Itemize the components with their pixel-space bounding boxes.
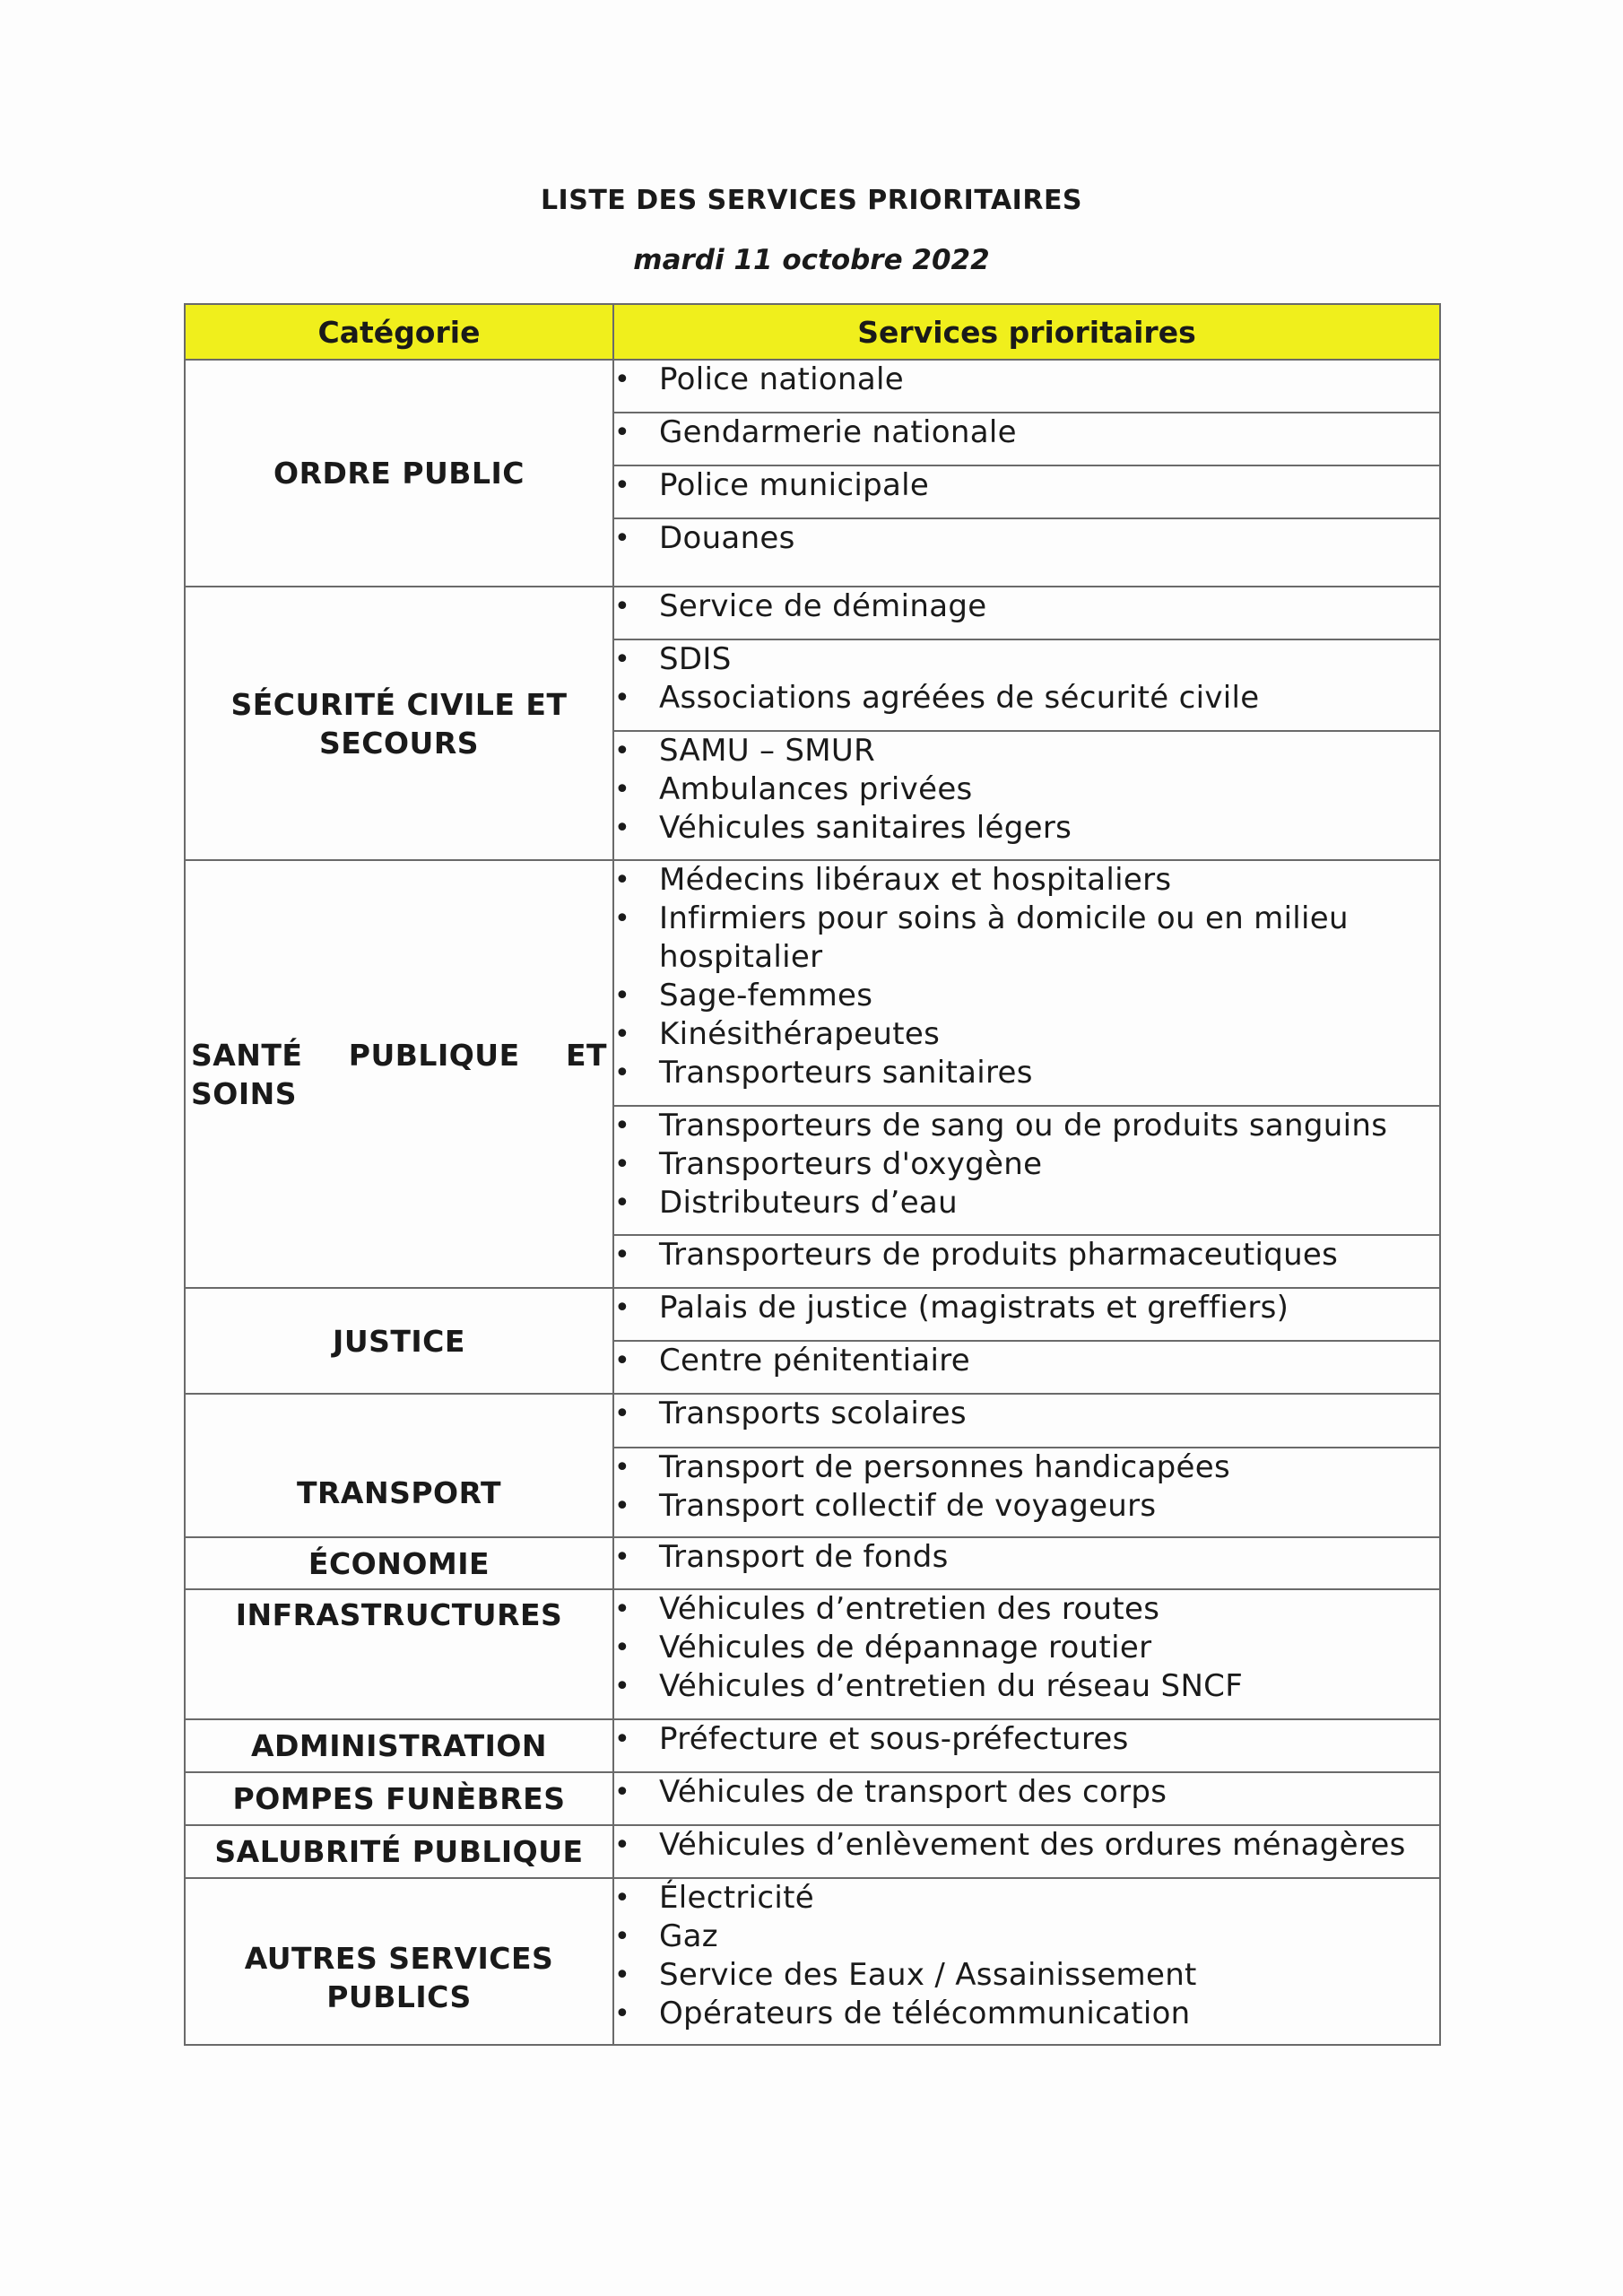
service-item: • Véhicules d’entretien du réseau SNCF xyxy=(614,1667,1439,1706)
category-cell: POMPES FUNÈBRES xyxy=(185,1772,613,1825)
category-cell: JUSTICE xyxy=(185,1288,613,1394)
category-cell: ADMINISTRATION xyxy=(185,1719,613,1772)
service-item: • Transporteurs sanitaires xyxy=(614,1054,1439,1092)
services-cell xyxy=(613,1341,1440,1394)
services-cell xyxy=(613,1719,1440,1772)
service-item: • Transport de fonds xyxy=(614,1538,1439,1577)
category-cell: SALUBRITÉ PUBLIQUE xyxy=(185,1825,613,1878)
service-item: • Transporteurs d'oxygène xyxy=(614,1145,1439,1184)
services-cell xyxy=(613,360,1440,413)
services-cell xyxy=(613,731,1440,860)
service-item: • Opérateurs de télécommunication xyxy=(614,1995,1439,2033)
table-row xyxy=(185,587,1440,639)
table-row xyxy=(185,1288,1440,1341)
service-item: • Ambulances privées xyxy=(614,770,1439,809)
category-label-line: SÉCURITÉ CIVILE ET xyxy=(230,686,568,722)
category-cell xyxy=(185,860,613,1288)
services-cell xyxy=(613,518,1440,587)
services-cell xyxy=(613,1394,1440,1448)
service-item: • SDIS xyxy=(614,640,1439,679)
service-item: • Service de déminage xyxy=(614,587,1439,626)
service-item: • SAMU – SMUR xyxy=(614,732,1439,770)
service-item: • Électricité xyxy=(614,1879,1439,1918)
service-item: • Gendarmerie nationale xyxy=(614,413,1439,452)
services-cell xyxy=(613,1448,1440,1537)
services-cell xyxy=(613,465,1440,518)
service-item: • Véhicules de transport des corps xyxy=(614,1773,1439,1812)
category-cell: ORDRE PUBLIC xyxy=(185,360,613,587)
service-item: • Infirmiers pour soins à domicile ou en milieu hospitalier xyxy=(614,900,1439,977)
service-item: • Médecins libéraux et hospitaliers xyxy=(614,861,1439,900)
service-item: • Transports scolaires xyxy=(614,1395,1439,1433)
service-item: • Transport de personnes handicapées xyxy=(614,1448,1439,1487)
services-cell xyxy=(613,1878,1440,2045)
service-item: • Police nationale xyxy=(614,361,1439,399)
service-item: • Palais de justice (magistrats et greffiers) xyxy=(614,1289,1439,1327)
service-item: • Gaz xyxy=(614,1918,1439,1956)
table-row xyxy=(185,1772,1440,1825)
table-row xyxy=(185,860,1440,1106)
service-item: • Transporteurs de sang ou de produits sanguins xyxy=(614,1107,1439,1145)
services-cell xyxy=(613,1235,1440,1288)
priority-services-table xyxy=(184,303,1441,2046)
services-cell xyxy=(613,1537,1440,1589)
services-cell xyxy=(613,1106,1440,1235)
service-item: • Véhicules d’entretien des routes xyxy=(614,1590,1439,1629)
service-item: • Préfecture et sous-préfectures xyxy=(614,1720,1439,1759)
service-item: • Police municipale xyxy=(614,466,1439,505)
service-item: • Sage-femmes xyxy=(614,977,1439,1015)
services-cell xyxy=(613,639,1440,731)
service-item: • Transport collectif de voyageurs xyxy=(614,1487,1439,1526)
category-label-line: AUTRES SERVICES xyxy=(244,1941,554,1976)
service-item: • Centre pénitentiaire xyxy=(614,1342,1439,1380)
table-header-row xyxy=(185,304,1440,360)
table-row xyxy=(185,1825,1440,1878)
service-item: • Véhicules d’enlèvement des ordures ménagères xyxy=(614,1826,1439,1865)
table-row xyxy=(185,360,1440,413)
services-cell xyxy=(613,413,1440,465)
table-row xyxy=(185,1878,1440,2045)
category-cell: ÉCONOMIE xyxy=(185,1537,613,1589)
category-cell xyxy=(185,587,613,860)
category-label-line: PUBLICS xyxy=(326,1979,472,2014)
services-cell xyxy=(613,860,1440,1106)
service-item: • Distributeurs d’eau xyxy=(614,1184,1439,1222)
service-item: • Associations agréées de sécurité civile xyxy=(614,679,1439,718)
service-item: • Kinésithérapeutes xyxy=(614,1015,1439,1054)
document-date: mardi 11 octobre 2022 xyxy=(633,244,990,276)
services-cell xyxy=(613,1825,1440,1878)
category-label-line: SECOURS xyxy=(318,725,480,761)
category-cell: TRANSPORT xyxy=(185,1394,613,1537)
category-cell xyxy=(185,1878,613,2045)
service-item: • Service des Eaux / Assainissement xyxy=(614,1956,1439,1995)
service-item: • Véhicules de dépannage routier xyxy=(614,1629,1439,1667)
column-header-category: Catégorie xyxy=(185,304,613,360)
services-cell xyxy=(613,587,1440,639)
service-item: • Véhicules sanitaires légers xyxy=(614,809,1439,848)
service-item: • Douanes xyxy=(614,519,1439,558)
services-cell xyxy=(613,1772,1440,1825)
document-title: LISTE DES SERVICES PRIORITAIRES xyxy=(540,185,1083,216)
table-row xyxy=(185,1537,1440,1589)
category-label-line: SANTÉ PUBLIQUE ET xyxy=(191,1037,607,1073)
table-row xyxy=(185,1719,1440,1772)
services-cell xyxy=(613,1288,1440,1341)
services-cell xyxy=(613,1589,1440,1719)
table-row xyxy=(185,1394,1440,1448)
column-header-services: Services prioritaires xyxy=(613,304,1440,360)
category-label-line: SOINS xyxy=(191,1075,297,1111)
category-cell: INFRASTRUCTURES xyxy=(185,1589,613,1719)
service-item: • Transporteurs de produits pharmaceutiques xyxy=(614,1236,1439,1274)
table-row xyxy=(185,1589,1440,1719)
